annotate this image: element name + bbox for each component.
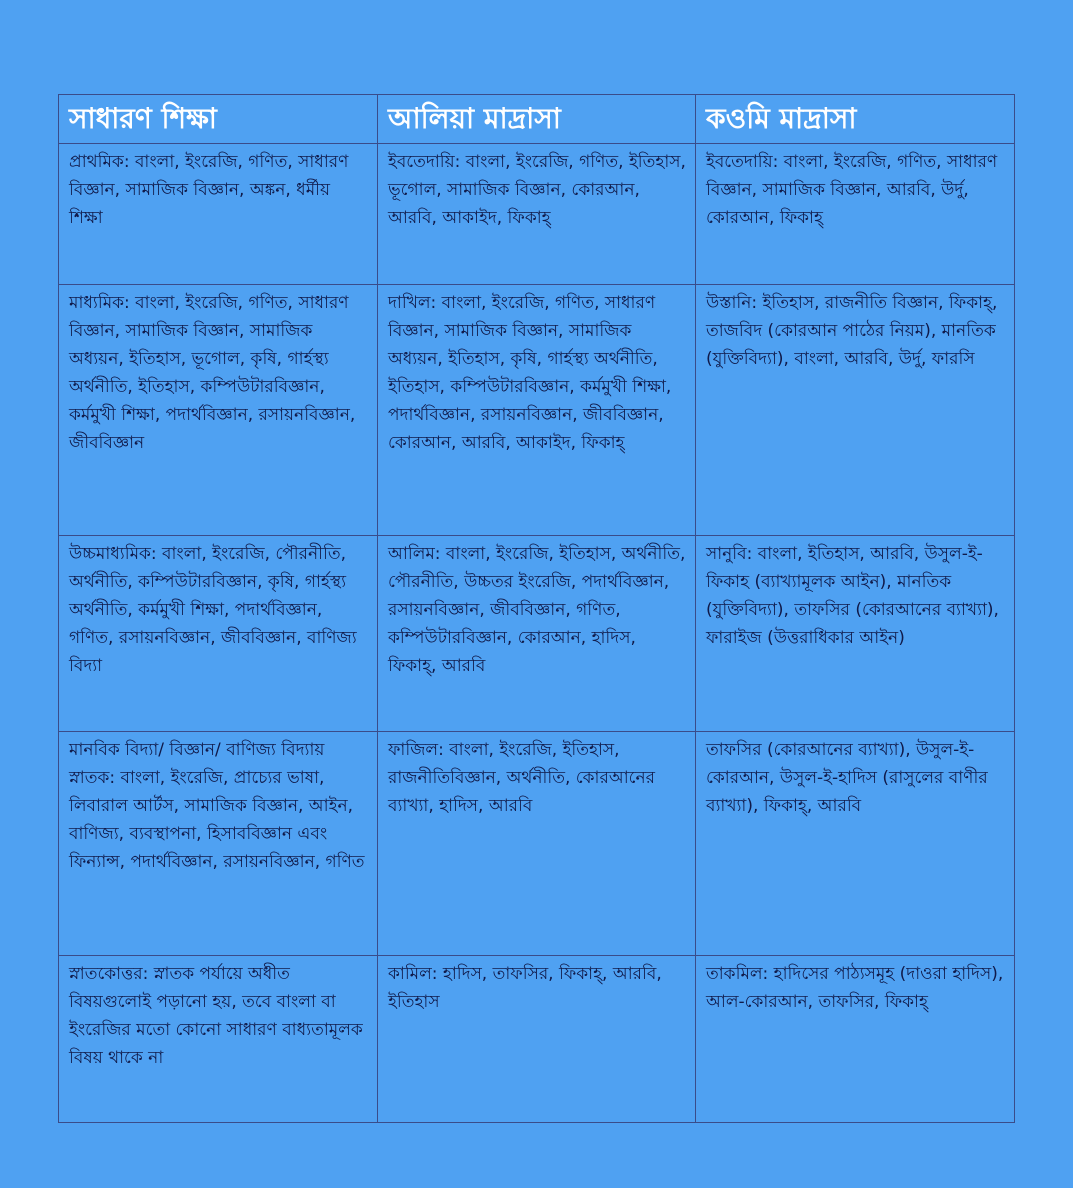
table-row — [59, 285, 1015, 536]
cell-alia-fazil: ফাজিল: বাংলা, ইংরেজি, ইতিহাস, রাজনীতিবিজ্ঞান, অর্থনীতি, কোরআনের ব্যাখ্যা, হাদিস, আরবি — [378, 732, 696, 956]
header-qawmi-madrasa: কওমি মাদ্রাসা — [696, 95, 1015, 144]
header-general-education: সাধারণ শিক্ষা — [59, 95, 378, 144]
table-row — [59, 144, 1015, 285]
cell-qawmi-sanubi: সানুবি: বাংলা, ইতিহাস, আরবি, উসুল-ই-ফিকাহ (ব্যাখ্যামূলক আইন), মানতিক (যুক্তিবিদ্যা), তাফসির (কোরআনের ব্যাখ্যা), ফারাইজ (উত্তরাধিকার আইন) — [696, 536, 1015, 732]
table-row — [59, 732, 1015, 956]
cell-alia-kamil: কামিল: হাদিস, তাফসির, ফিকাহ্, আরবি, ইতিহাস — [378, 956, 696, 1123]
curriculum-comparison-table — [58, 94, 1014, 1117]
cell-qawmi-fazilat: তাফসির (কোরআনের ব্যাখ্যা), উসুল-ই-কোরআন, উসুল-ই-হাদিস (রাসুলের বাণীর ব্যাখ্যা), ফিকাহ্, আরবি — [696, 732, 1015, 956]
cell-qawmi-ustani: উস্তানি: ইতিহাস, রাজনীতি বিজ্ঞান, ফিকাহ্, তাজবিদ (কোরআন পাঠের নিয়ম), মানতিক (যুক্তিবিদ্যা), বাংলা, আরবি, উর্দু, ফারসি — [696, 285, 1015, 536]
cell-alia-alim: আলিম: বাংলা, ইংরেজি, ইতিহাস, অর্থনীতি, পৌরনীতি, উচ্চতর ইংরেজি, পদার্থবিজ্ঞান, রসায়নবিজ্ঞান, জীববিজ্ঞান, গণিত, কম্পিউটারবিজ্ঞান, কোরআন, হাদিস, ফিকাহ্, আরবি — [378, 536, 696, 732]
table — [58, 94, 1015, 1123]
cell-qawmi-takmil: তাকমিল: হাদিসের পাঠ্যসমূহ (দাওরা হাদিস), আল-কোরআন, তাফসির, ফিকাহ্ — [696, 956, 1015, 1123]
cell-general-masters: স্নাতকোত্তর: স্নাতক পর্যায়ে অধীত বিষয়গুলোই পড়ানো হয়, তবে বাংলা বা ইংরেজির মতো কোনো সাধারণ বাধ্যতামূলক বিষয় থাকে না — [59, 956, 378, 1123]
header-row — [59, 95, 1015, 144]
cell-alia-dakhil: দাখিল: বাংলা, ইংরেজি, গণিত, সাধারণ বিজ্ঞান, সামাজিক বিজ্ঞান, সামাজিক অধ্যয়ন, ইতিহাস, কৃষি, গার্হস্থ্য অর্থনীতি, ইতিহাস, কম্পিউটারবিজ্ঞান, কর্মমুখী শিক্ষা, পদার্থবিজ্ঞান, রসায়নবিজ্ঞান, জীববিজ্ঞান, কোরআন, আরবি, আকাইদ, ফিকাহ্ — [378, 285, 696, 536]
table-row — [59, 536, 1015, 732]
cell-qawmi-ebtedayi: ইবতেদায়ি: বাংলা, ইংরেজি, গণিত, সাধারণ বিজ্ঞান, সামাজিক বিজ্ঞান, আরবি, উর্দু, কোরআন, ফিকাহ্ — [696, 144, 1015, 285]
cell-general-secondary: মাধ্যমিক: বাংলা, ইংরেজি, গণিত, সাধারণ বিজ্ঞান, সামাজিক বিজ্ঞান, সামাজিক অধ্যয়ন, ইতিহাস, ভূগোল, কৃষি, গার্হস্থ্য অর্থনীতি, ইতিহাস, কম্পিউটারবিজ্ঞান, কর্মমুখী শিক্ষা, পদার্থবিজ্ঞান, রসায়নবিজ্ঞান, জীববিজ্ঞান — [59, 285, 378, 536]
cell-general-higher-secondary: উচ্চমাধ্যমিক: বাংলা, ইংরেজি, পৌরনীতি, অর্থনীতি, কম্পিউটারবিজ্ঞান, কৃষি, গার্হস্থ্য অর্থনীতি, কর্মমুখী শিক্ষা, পদার্থবিজ্ঞান, গণিত, রসায়নবিজ্ঞান, জীববিজ্ঞান, বাণিজ্য বিদ্যা — [59, 536, 378, 732]
header-alia-madrasa: আলিয়া মাদ্রাসা — [378, 95, 696, 144]
cell-general-primary: প্রাথমিক: বাংলা, ইংরেজি, গণিত, সাধারণ বিজ্ঞান, সামাজিক বিজ্ঞান, অঙ্কন, ধর্মীয় শিক্ষা — [59, 144, 378, 285]
cell-general-bachelor: মানবিক বিদ্যা/ বিজ্ঞান/ বাণিজ্য বিদ্যায় স্নাতক: বাংলা, ইংরেজি, প্রাচ্যের ভাষা, লিবারাল আর্টস, সামাজিক বিজ্ঞান, আইন, বাণিজ্য, ব্যবস্থাপনা, হিসাববিজ্ঞান এবং ফিন্যান্স, পদার্থবিজ্ঞান, রসায়নবিজ্ঞান, গণিত — [59, 732, 378, 956]
table-row — [59, 956, 1015, 1123]
cell-alia-ebtedayi: ইবতেদায়ি: বাংলা, ইংরেজি, গণিত, ইতিহাস, ভূগোল, সামাজিক বিজ্ঞান, কোরআন, আরবি, আকাইদ, ফিকাহ্ — [378, 144, 696, 285]
